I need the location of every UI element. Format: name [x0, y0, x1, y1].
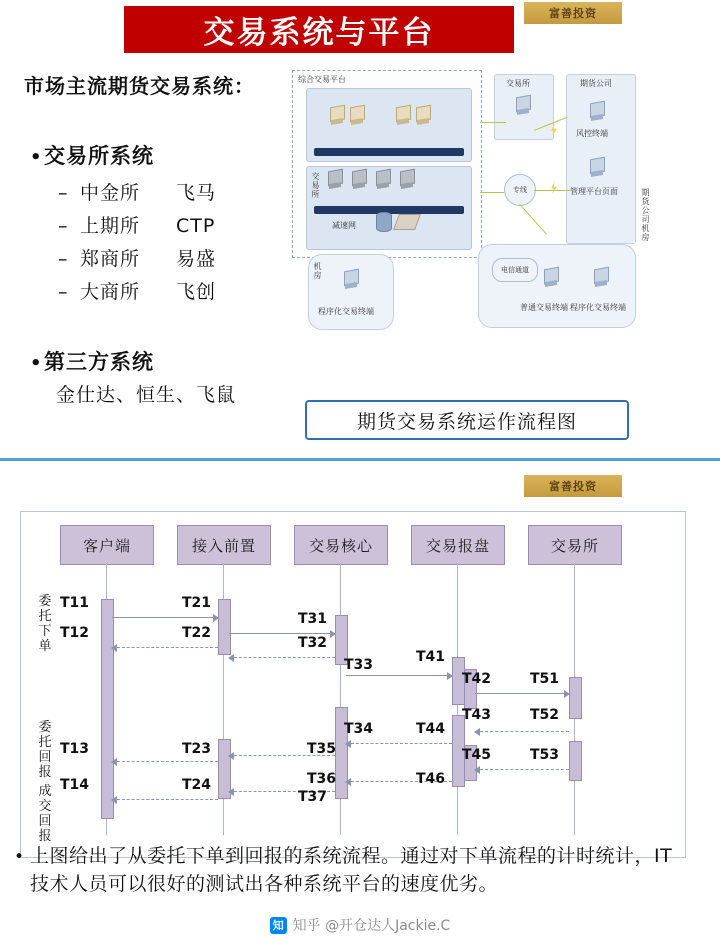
- activation-exchange-1: [569, 677, 582, 719]
- server-icon: [350, 106, 365, 126]
- timestamp-T37: T37: [298, 789, 328, 805]
- watermark-text: 知乎 @开仓达人Jackie.C: [292, 918, 451, 934]
- connector-line: [480, 122, 506, 123]
- telecom-channel-node: 电信通道: [492, 258, 538, 282]
- node-label: 管理平台页面: [570, 187, 618, 196]
- phase-trade-report: 成交回报: [38, 784, 52, 844]
- msg-front-to-client-return-2: [112, 761, 218, 762]
- dash-icon: –: [58, 182, 69, 204]
- node-label: 普通交易终端: [520, 303, 568, 312]
- workstation-icon: [328, 170, 343, 190]
- mgmt-terminal-icon: [590, 158, 605, 178]
- timestamp-T24: T24: [182, 777, 212, 793]
- msg-exch-to-report-fill: [475, 769, 569, 770]
- list-item: [58, 244, 216, 271]
- slide-sequence-diagram: [0, 458, 720, 943]
- server-icon: [396, 106, 411, 126]
- workstation-icon: [352, 170, 367, 190]
- lightning-icon: [550, 182, 558, 194]
- list-item: [58, 277, 216, 304]
- bullet-exchange-systems-label: 交易所系统: [44, 144, 154, 168]
- msg-client-to-front: [112, 617, 218, 618]
- activation-client: [101, 599, 114, 819]
- phase-order-ack: 委托回报: [38, 720, 52, 780]
- timestamp-T32: T32: [298, 635, 328, 651]
- exchange-host-icon: [516, 96, 531, 116]
- zhihu-logo-icon: 知: [270, 917, 287, 934]
- dash-icon: –: [58, 248, 69, 270]
- bullet-dot-icon: •: [14, 847, 25, 867]
- right-side-label: 期货公司机房: [641, 188, 650, 242]
- bullet-dot-icon: •: [30, 352, 43, 374]
- msg-report-to-core-return: [346, 743, 452, 744]
- timestamp-T46: T46: [416, 771, 446, 787]
- footer-description-text: 上图给出了从委托下单到回报的系统流程。通过对下单流程的计时统计，IT技术人员可以很好的测试出各种系统平台的速度优劣。: [30, 845, 673, 895]
- timestamp-T45: T45: [462, 747, 492, 763]
- connector-line: [480, 192, 504, 193]
- exchange-name: 郑商所: [80, 248, 141, 270]
- zone-label: 综合交易平台: [298, 75, 346, 84]
- brand-tag: 富善投资: [524, 475, 622, 497]
- msg-report-to-exch: [475, 693, 569, 694]
- private-line-node: 专线: [504, 174, 536, 206]
- site-side-label: 机房: [313, 262, 322, 280]
- actor-trade-report: 交易报盘: [411, 525, 505, 565]
- exchange-name: 上期所: [80, 215, 141, 237]
- server-icon: [416, 106, 431, 126]
- actor-front-end: 接入前置: [177, 525, 271, 565]
- normal-terminal-icon: [544, 268, 559, 288]
- phase-order-entry: 委托下单: [38, 594, 52, 654]
- bullet-exchange-systems: [30, 140, 154, 170]
- bullet-third-party-systems: [30, 346, 154, 376]
- bullet-third-party-label: 第三方系统: [44, 350, 154, 374]
- footer-description: [14, 843, 678, 898]
- node-label: 程序化交易终端: [318, 307, 374, 316]
- timestamp-T14: T14: [60, 777, 90, 793]
- architecture-diagram: [288, 62, 708, 362]
- timestamp-T33: T33: [344, 657, 374, 673]
- timestamp-T44: T44: [416, 721, 446, 737]
- msg-front-to-client-fill: [112, 799, 218, 800]
- activation-exchange-2: [569, 741, 582, 781]
- timestamp-T35: T35: [307, 741, 337, 757]
- msg-core-to-front-return: [229, 657, 335, 658]
- slide-title-banner: [124, 6, 514, 53]
- timestamp-T51: T51: [530, 671, 560, 687]
- timestamp-T53: T53: [530, 747, 560, 763]
- exchange-system: 易盛: [176, 248, 217, 270]
- core-bus-bar: [314, 148, 464, 156]
- timestamp-T12: T12: [60, 625, 90, 641]
- dash-icon: –: [58, 281, 69, 303]
- workstation-icon: [376, 170, 391, 190]
- msg-front-to-client-return: [112, 647, 218, 648]
- exchange-system: 飞创: [176, 281, 217, 303]
- rack-side-label: 交易所: [311, 172, 320, 199]
- timestamp-T34: T34: [344, 721, 374, 737]
- actor-trade-core: 交易核心: [294, 525, 388, 565]
- list-item: [58, 211, 215, 238]
- third-party-vendors: 金仕达、恒生、飞鼠: [56, 384, 237, 406]
- broker-box-label: 期货公司: [580, 79, 612, 88]
- timestamp-T31: T31: [298, 611, 328, 627]
- exchange-name: 中金所: [80, 182, 141, 204]
- page-heading: 市场主流期货交易系统：: [24, 74, 255, 98]
- bullet-dot-icon: •: [30, 146, 43, 168]
- exchange-box-label: 交易所: [506, 79, 530, 88]
- prog-terminal-icon: [344, 270, 359, 290]
- timestamp-T36: T36: [307, 771, 337, 787]
- connector-line: [534, 190, 570, 191]
- exchange-name: 大商所: [80, 281, 141, 303]
- msg-core-to-report: [346, 675, 452, 676]
- timestamp-T52: T52: [530, 707, 560, 723]
- exchange-system: CTP: [176, 215, 216, 237]
- watermark: [0, 907, 720, 943]
- activation-front-end-1: [218, 599, 231, 655]
- timestamp-T22: T22: [182, 625, 212, 641]
- workstation-icon: [400, 170, 415, 190]
- brand-tag: 富善投资: [524, 2, 622, 24]
- node-label: 风控终端: [576, 129, 608, 138]
- timestamp-T23: T23: [182, 741, 212, 757]
- timestamp-T42: T42: [462, 671, 492, 687]
- timestamp-T41: T41: [416, 649, 446, 665]
- dash-icon: –: [58, 215, 69, 237]
- list-item: [58, 178, 216, 205]
- actor-client: 客户端: [60, 525, 154, 565]
- node-label: 程序化交易终端: [570, 303, 626, 312]
- connector-line: [519, 204, 547, 234]
- risk-terminal-icon: [590, 102, 605, 122]
- database-icon: [376, 212, 392, 232]
- timestamp-T43: T43: [462, 707, 492, 723]
- msg-front-to-core: [229, 633, 335, 634]
- timestamp-T11: T11: [60, 595, 90, 611]
- msg-exch-to-report-return: [475, 731, 569, 732]
- flow-diagram-caption: 期货交易系统运作流程图: [305, 400, 629, 440]
- slide-trading-systems: [0, 0, 720, 458]
- actor-exchange: 交易所: [528, 525, 622, 565]
- prog-terminal-icon: [594, 268, 609, 288]
- timestamp-T13: T13: [60, 741, 90, 757]
- slide-title-text: 交易系统与平台: [203, 15, 435, 51]
- node-label: 减速网: [332, 221, 356, 230]
- server-icon: [330, 106, 345, 126]
- timestamp-T21: T21: [182, 595, 212, 611]
- exchange-system: 飞马: [176, 182, 217, 204]
- sequence-diagram: [12, 499, 708, 869]
